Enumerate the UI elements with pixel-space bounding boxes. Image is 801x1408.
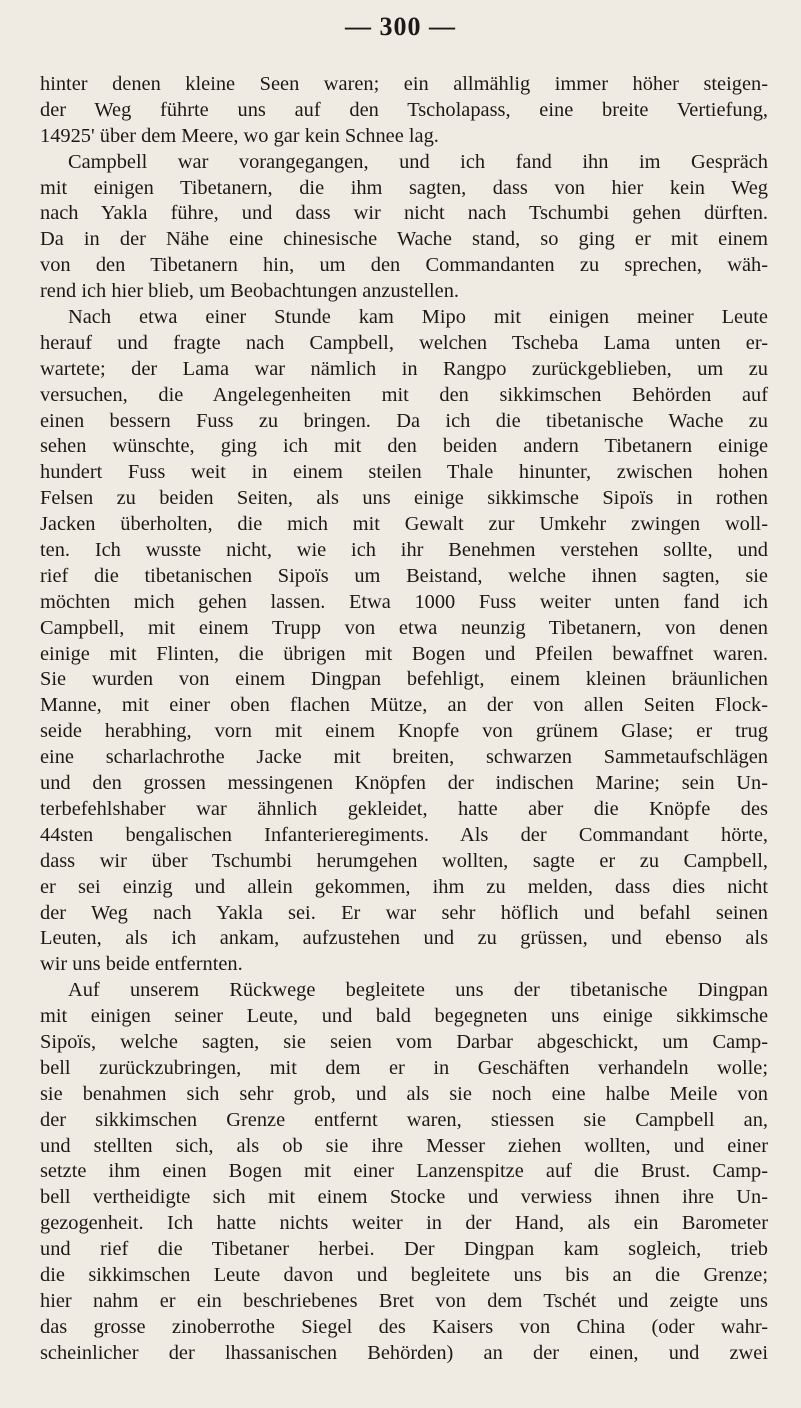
text-line: herauf und fragte nach Campbell, welchen Tscheba Lama unten er-: [40, 331, 768, 354]
text-line: einen bessern Fuss zu bringen. Da ich die tibetanische Wache zu: [40, 409, 768, 432]
body-text: [40, 72, 768, 1367]
text-line: nach Yakla führe, und dass wir nicht nach Tschumbi gehen dürften.: [40, 202, 768, 225]
text-line: und stellten sich, als ob sie ihre Messer ziehen wollten, und einer: [40, 1134, 768, 1157]
text-line: Felsen zu beiden Seiten, als uns einige sikkimsche Sipoïs in rothen: [40, 487, 768, 510]
text-line: Sie wurden von einem Dingpan befehligt, einem kleinen bräunlichen: [40, 668, 768, 691]
text-line: von den Tibetanern hin, um den Commandanten zu sprechen, wäh-: [40, 254, 768, 277]
text-line: Leuten, als ich ankam, aufzustehen und zu grüssen, und ebenso als: [40, 927, 768, 950]
text-line: hinter denen kleine Seen waren; ein allmählig immer höher steigen-: [40, 73, 768, 95]
text-line: möchten mich gehen lassen. Etwa 1000 Fuss weiter unten fand ich: [40, 590, 768, 613]
text-line: Da in der Nähe eine chinesische Wache stand, so ging er mit einem: [40, 228, 768, 251]
text-line: der Weg nach Yakla sei. Er war sehr höflich und befahl seinen: [40, 901, 768, 924]
text-line: das grosse zinoberrothe Siegel des Kaisers von China (oder wahr-: [40, 1315, 768, 1338]
text-line: terbefehlshaber war ähnlich gekleidet, hatte aber die Knöpfe des: [40, 797, 768, 820]
text-line: mit einigen seiner Leute, und bald begegneten uns einige sikkimsche: [40, 1005, 768, 1028]
text-line: versuchen, die Angelegenheiten mit den sikkimschen Behörden auf: [40, 383, 768, 406]
text-line: hier nahm er ein beschriebenes Bret von dem Tschét und zeigte uns: [40, 1289, 768, 1312]
text-line: die sikkimschen Leute davon und begleitete uns bis an die Grenze;: [40, 1263, 768, 1286]
text-line: Manne, mit einer oben flachen Mütze, an der von allen Seiten Flock-: [40, 694, 768, 717]
text-line: Auf unserem Rückwege begleitete uns der tibetanische Dingpan: [68, 979, 768, 1002]
text-line: eine scharlachrothe Jacke mit breiten, schwarzen Sammetaufschlägen: [40, 746, 768, 769]
text-line: setzte ihm einen Bogen mit einer Lanzenspitze auf die Brust. Camp-: [40, 1160, 768, 1183]
text-line: bell vertheidigte sich mit einem Stocke und verwiess ihnen ihre Un-: [40, 1186, 768, 1209]
text-line: er sei einzig und allein gekommen, ihm zu melden, dass dies nicht: [40, 875, 768, 898]
text-line: Campbell war vorangegangen, und ich fand ihn im Gespräch: [68, 150, 768, 173]
text-line: dass wir über Tschumbi herumgehen wollten, sagte er zu Campbell,: [40, 849, 768, 872]
text-line: mit einigen Tibetanern, die ihm sagten, dass von hier kein Weg: [40, 176, 768, 199]
text-line: hundert Fuss weit in einem steilen Thale hinunter, zwischen hohen: [40, 461, 768, 484]
text-line: scheinlicher der lhassanischen Behörden) an der einen, und zwei: [40, 1341, 768, 1364]
text-line: wartete; der Lama war nämlich in Rangpo zurückgeblieben, um zu: [40, 357, 768, 380]
text-line: Sipoïs, welche sagten, sie seien vom Darbar abgeschickt, um Camp-: [40, 1030, 768, 1053]
text-line: seide herabhing, vorn mit einem Knopfe von grünem Glase; er trug: [40, 720, 768, 743]
text-line: rend ich hier blieb, um Beobachtungen anzustellen.: [40, 280, 460, 303]
text-line: und den grossen messingenen Knöpfen der indischen Marine; sein Un-: [40, 772, 768, 795]
text-line: sehen wünschte, ging ich mit den beiden andern Tibetanern einige: [40, 435, 768, 458]
text-line: sie benahmen sich sehr grob, und als sie noch eine halbe Meile von: [40, 1082, 768, 1105]
text-line: und rief die Tibetaner herbei. Der Dingpan kam sogleich, trieb: [40, 1238, 768, 1261]
page-number: — 300 —: [345, 12, 456, 41]
text-line: Campbell, mit einem Trupp von etwa neunzig Tibetanern, von denen: [40, 616, 768, 639]
text-line: 14925' über dem Meere, wo gar kein Schnee lag.: [40, 124, 439, 147]
text-line: der Weg führte uns auf den Tscholapass, eine breite Vertiefung,: [40, 98, 768, 121]
text-line: rief die tibetanischen Sipoïs um Beistand, welche ihnen sagten, sie: [40, 564, 768, 587]
text-line: einige mit Flinten, die übrigen mit Bogen und Pfeilen bewaffnet waren.: [40, 642, 768, 665]
text-line: wir uns beide entfernten.: [40, 953, 243, 976]
text-line: bell zurückzubringen, mit dem er in Geschäften verhandeln wolle;: [40, 1056, 768, 1079]
text-line: Jacken überholten, die mich mit Gewalt zur Umkehr zwingen woll-: [40, 513, 768, 536]
text-line: 44sten bengalischen Infanterieregiments. Als der Commandant hörte,: [40, 823, 768, 846]
text-line: Nach etwa einer Stunde kam Mipo mit einigen meiner Leute: [68, 306, 768, 329]
text-line: der sikkimschen Grenze entfernt waren, stiessen sie Campbell an,: [40, 1108, 768, 1131]
text-line: gezogenheit. Ich hatte nichts weiter in der Hand, als ein Barometer: [40, 1212, 768, 1235]
text-line: ten. Ich wusste nicht, wie ich ihr Benehmen verstehen sollte, und: [40, 539, 768, 562]
